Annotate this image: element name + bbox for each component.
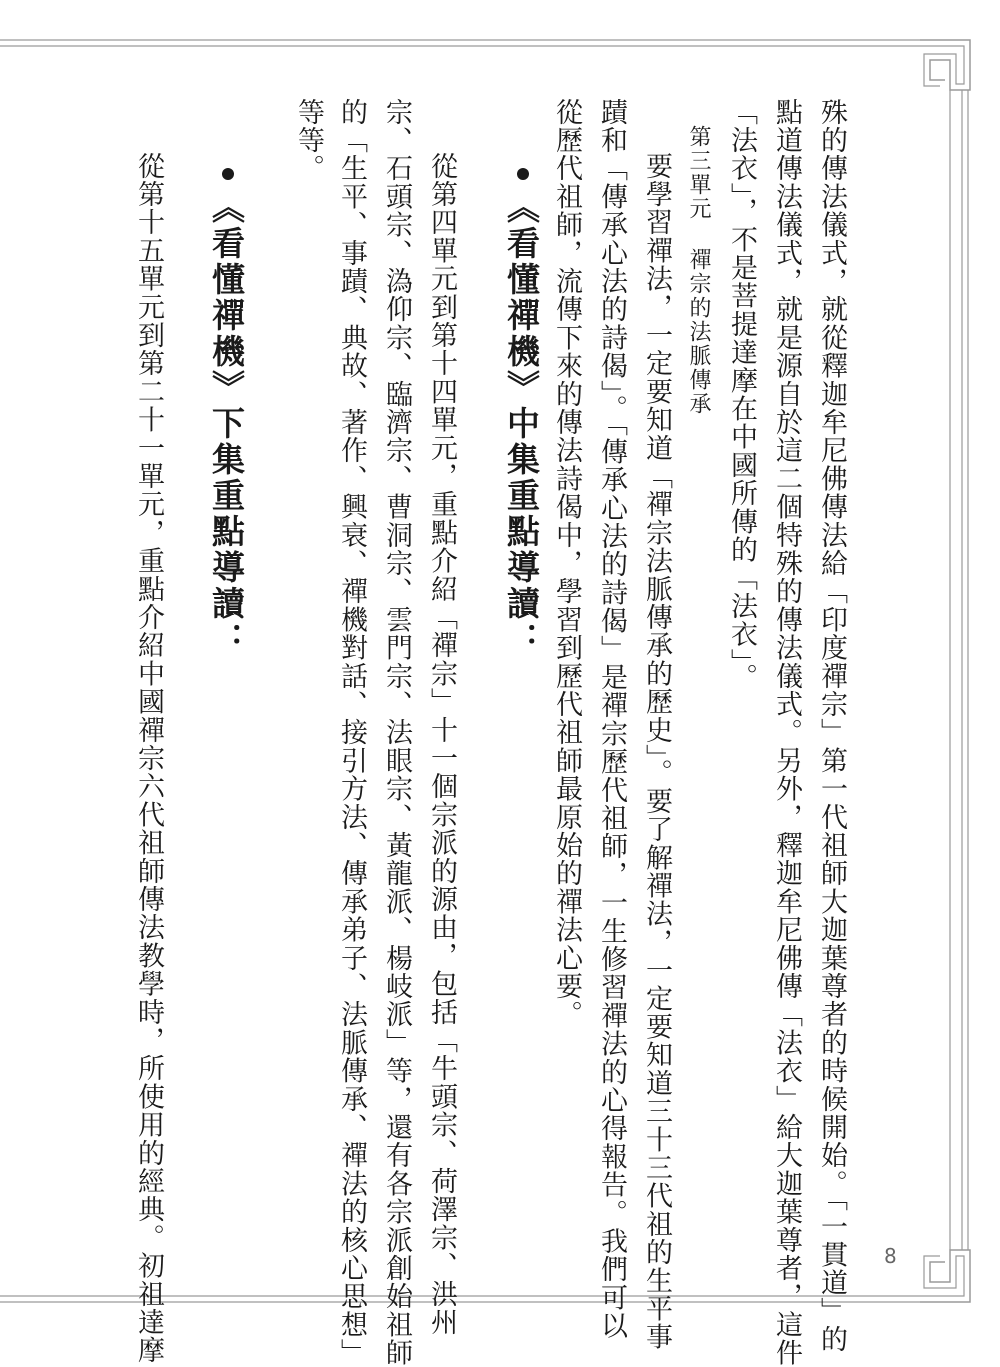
heading-middle-volume: 《看懂禪機》中集重點導讀： bbox=[502, 190, 541, 658]
middle-column-4: 等等。 bbox=[293, 98, 324, 183]
middle-column-2: 宗、石頭宗、溈仰宗、臨濟宗、曹洞宗、雲門宗、法眼宗、黃龍派、楊岐派」等，還有各宗派創始祖師 bbox=[381, 98, 412, 1367]
middle-column-1: 從第四單元到第十四單元，重點介紹「禪宗」十一個宗派的源由，包括「牛頭宗、荷澤宗、洪州 bbox=[426, 152, 457, 1337]
lower-column-1: 從第十五單元到第二十一單元，重點介紹中國禪宗六代祖師傳法教學時，所使用的經典。初祖達摩 bbox=[133, 152, 164, 1365]
text-column-5: 要學習禪法，一定要知道「禪宗法脈傳承的歷史」。要了解禪法，一定要知道三十三代祖的生平事 bbox=[641, 152, 672, 1352]
bullet-icon bbox=[517, 168, 529, 180]
middle-column-3: 的「生平、事蹟、典故、著作、興衰、禪機對話、接引方法、傳承弟子、法脈傳承、禪法的核心思想」 bbox=[336, 98, 367, 1367]
text-column-6: 蹟和「傳承心法的詩偈」。「傳承心法的詩偈」是禪宗歷代祖師，一生修習禪法的心得報告。我們可以 bbox=[596, 98, 627, 1340]
text-column-1: 殊的傳法儀式，就從釋迦牟尼佛傳法給「印度禪宗」第一代祖師大迦葉尊者的時候開始。「一貫道」的 bbox=[816, 98, 847, 1354]
unit-subtitle: 第三單元 禪宗的法脈傳承 bbox=[686, 125, 711, 416]
page-number: 8 bbox=[884, 1244, 897, 1268]
bullet-icon bbox=[222, 168, 234, 180]
heading-lower-volume: 《看懂禪機》下集重點導讀： bbox=[207, 190, 246, 658]
text-column-7: 從歷代祖師，流傳下來的傳法詩偈中，學習到歷代祖師最原始的禪法心要。 bbox=[551, 98, 582, 1029]
text-column-3: 「法衣」，不是菩提達摩在中國所傳的「法衣」。 bbox=[726, 98, 757, 692]
text-column-2: 點道傳法儀式，就是源自於這二個特殊的傳法儀式。另外，釋迦牟尼佛傳「法衣」給大迦葉尊者，這件 bbox=[771, 98, 802, 1367]
